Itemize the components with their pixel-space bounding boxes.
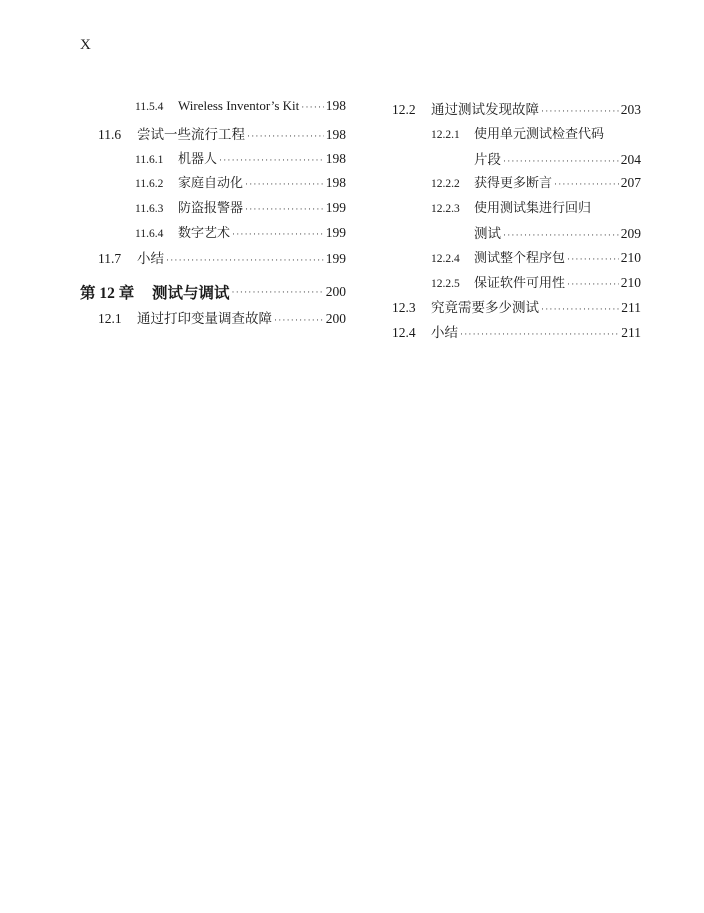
dot-leader [567,254,619,264]
entry-page: 198 [325,126,346,142]
entry-title: 保证软件可用性 [474,274,566,290]
toc-right-column [392,98,641,346]
entry-title: 小结 [137,250,164,266]
entry-title: 获得更多断言 [474,175,553,191]
entry-page: 203 [620,102,641,117]
dot-leader [247,131,324,141]
dot-leader [567,279,619,289]
toc-entry[interactable] [392,172,641,197]
toc-entry[interactable] [392,247,641,272]
dot-leader [245,204,324,214]
entry-number: 11.6.1 [135,153,164,166]
entry-title: 测试整个程序包 [474,249,566,265]
entry-number: 12.1 [98,310,122,326]
toc-entry[interactable] [80,172,346,197]
entry-number: 11.5.4 [135,101,164,113]
dot-leader [232,229,324,239]
entry-number: 12.2.2 [431,178,460,191]
entry-page: 210 [620,249,641,265]
entry-page: 207 [620,175,641,191]
entry-page: 199 [325,250,346,266]
entry-number: 11.6 [98,126,122,142]
toc-left-column [80,98,346,331]
entry-title: 数字艺术 [178,224,231,240]
chapter-number: 第 12 章 [80,284,135,302]
entry-title: 片段 [474,151,501,167]
entry-title: 通过测试发现故障 [431,102,539,117]
dot-leader [503,156,619,166]
entry-page: 198 [325,150,346,166]
toc-entry[interactable] [80,148,346,173]
toc-chapter-entry[interactable] [80,277,346,307]
entry-page: 204 [620,151,641,167]
dot-leader [460,329,619,339]
entry-number: 11.7 [98,250,122,266]
entry-number: 12.2.5 [431,277,460,290]
toc-entry[interactable] [80,98,346,123]
dot-leader [245,179,324,189]
entry-page: 199 [325,200,346,216]
entry-title: 防盗报警器 [178,200,244,216]
toc-entry-continuation[interactable] [392,222,641,247]
entry-title: 家庭自动化 [178,175,244,191]
entry-number: 12.3 [392,300,416,316]
toc-entry-continuation[interactable] [392,148,641,173]
toc-entry[interactable] [392,272,641,297]
toc-entry[interactable] [80,197,346,222]
entry-page: 210 [620,274,641,290]
entry-number: 11.6.2 [135,178,164,191]
toc-entry[interactable] [392,321,641,346]
toc-entry[interactable] [80,123,346,148]
entry-title: 通过打印变量调查故障 [137,310,272,326]
toc-entry[interactable] [80,307,346,332]
toc-entry[interactable] [392,98,641,123]
toc-entry[interactable] [392,123,641,148]
entry-title: 使用测试集进行回归 [474,200,592,216]
dot-leader [541,304,619,314]
dot-leader [541,106,619,116]
page-number: X [80,37,91,53]
dot-leader [554,179,619,189]
toc-entry[interactable] [392,296,641,321]
chapter-title: 测试与调试 [152,284,230,302]
dot-leader [232,287,324,297]
dot-leader [301,102,323,112]
entry-page: 200 [325,310,346,326]
entry-number: 11.6.4 [135,227,164,240]
entry-title: Wireless Inventor’s Kit [178,98,300,113]
entry-title: 使用单元测试检查代码 [474,125,605,141]
toc-entry[interactable] [80,247,346,272]
entry-page: 198 [325,98,346,113]
entry-title: 究竟需要多少测试 [431,300,539,316]
dot-leader [166,255,324,265]
entry-title: 尝试一些流行工程 [137,126,245,142]
entry-number: 12.2.4 [431,252,460,265]
entry-page: 198 [325,175,346,191]
entry-title: 小结 [431,325,458,341]
entry-number: 12.2.1 [431,128,460,141]
entry-page: 211 [621,300,641,316]
dot-leader [219,155,324,165]
entry-number: 12.2 [392,102,416,117]
entry-page: 209 [620,225,641,241]
entry-page: 211 [621,325,641,341]
entry-title: 测试 [474,225,501,241]
entry-number: 12.4 [392,325,416,341]
entry-page: 200 [325,283,346,299]
entry-number: 12.2.3 [431,203,460,216]
toc-entry[interactable] [392,197,641,222]
dot-leader [274,315,324,325]
entry-number: 11.6.3 [135,203,164,216]
entry-page: 199 [325,224,346,240]
entry-title: 机器人 [178,150,218,166]
toc-entry[interactable] [80,222,346,247]
dot-leader [503,230,619,240]
